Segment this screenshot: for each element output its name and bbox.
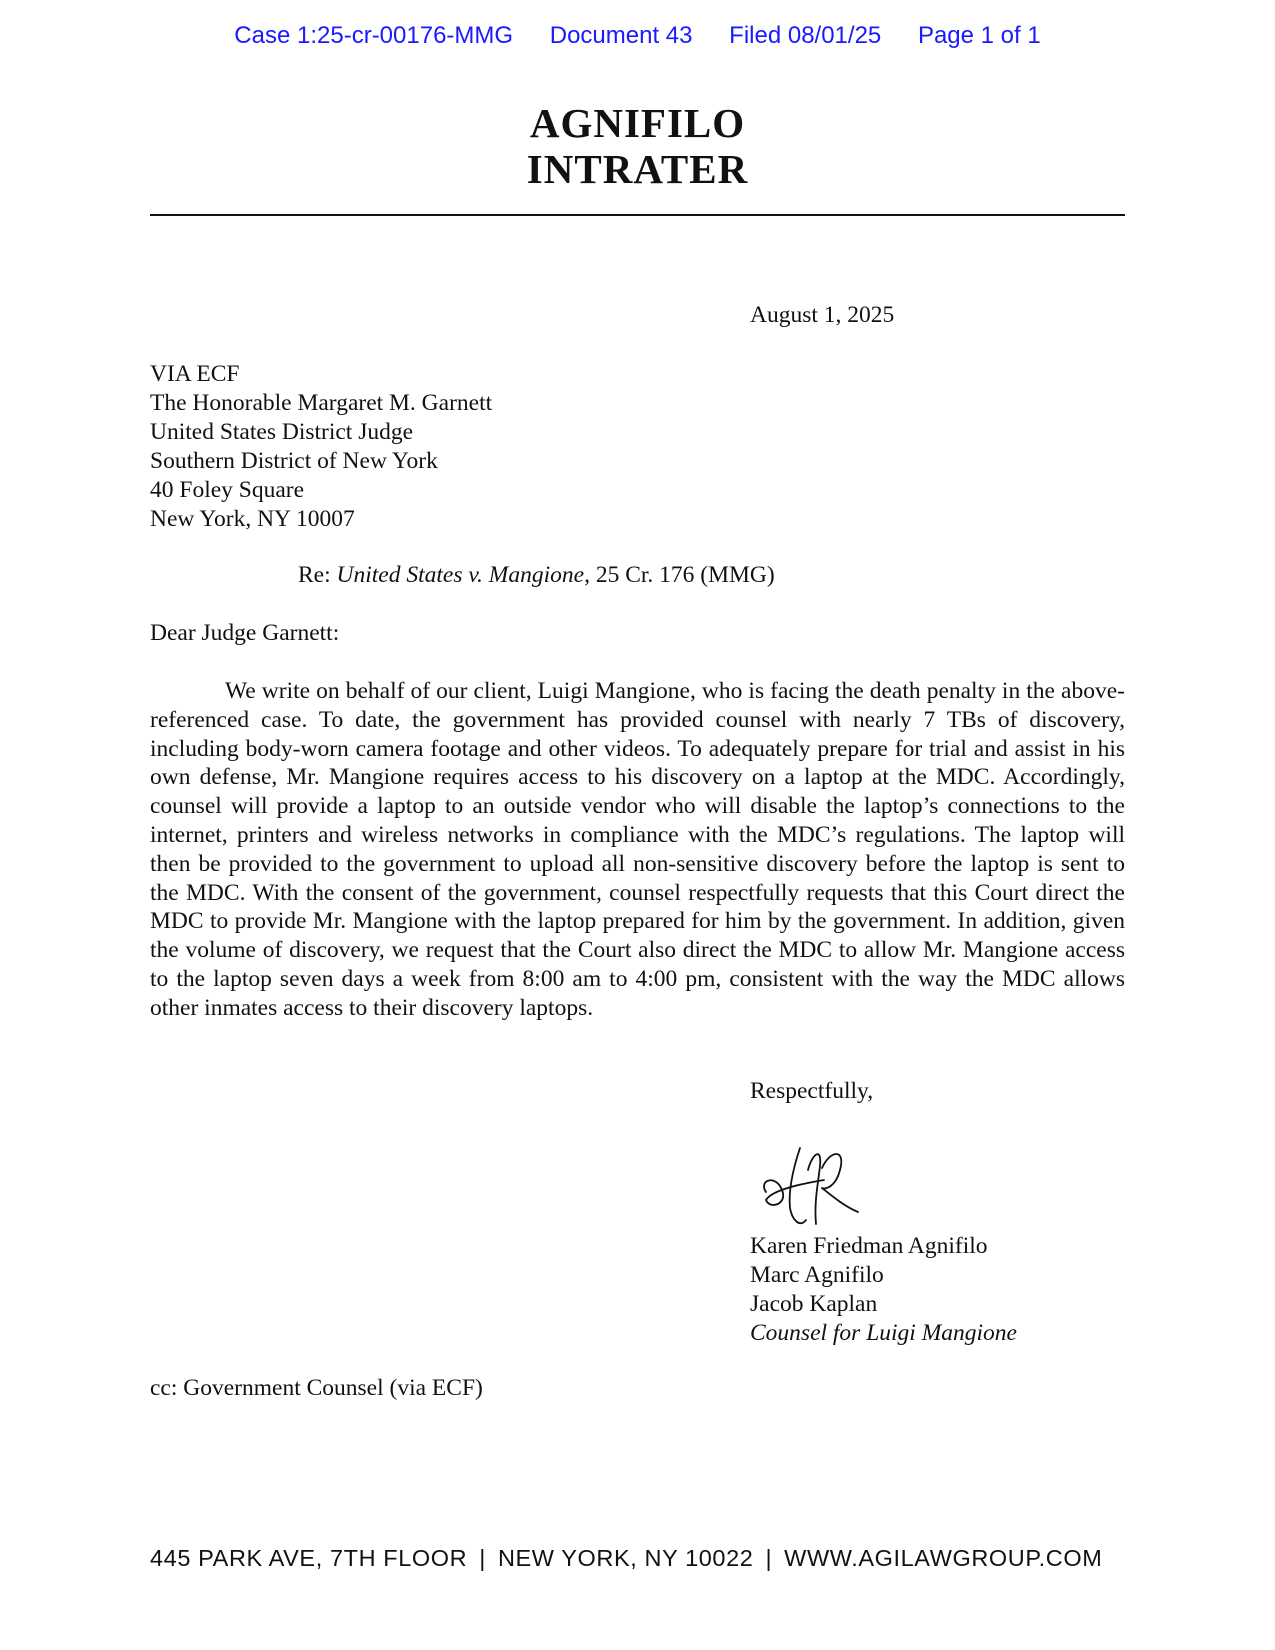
letterhead-rule xyxy=(150,214,1125,216)
footer-website: WWW.AGILAWGROUP.COM xyxy=(784,1545,1103,1571)
recipient-address-block xyxy=(150,360,492,534)
firm-letterhead xyxy=(0,100,1275,192)
re-case-number: , 25 Cr. 176 (MMG) xyxy=(584,562,775,588)
footer-separator: | xyxy=(479,1545,486,1571)
salutation: Dear Judge Garnett: xyxy=(150,620,340,646)
closing: Respectfully, xyxy=(750,1078,874,1104)
recipient-city: New York, NY 10007 xyxy=(150,506,355,532)
signer-name: Jacob Kaplan xyxy=(750,1291,878,1317)
delivery-method: VIA ECF xyxy=(150,361,240,387)
re-line xyxy=(298,562,775,589)
ecf-filing-stamp xyxy=(0,22,1275,50)
firm-name-line1: AGNIFILO xyxy=(529,100,746,146)
letter-body-paragraph: We write on behalf of our client, Luigi Mangione, who is facing the death penalty in the above-referenced case. To date, the government has provided counsel with nearly 7 TBs of discovery, including body-worn camera footage and other videos. To adequately prepare for trial and assist in his own defense, Mr. Mangione requires access to his discovery on a laptop at the MDC. Accordingly, counsel will provide a laptop to an outside vendor who will disable the laptop’s connections to the internet, printers and wireless networks in compliance with the MDC’s regulations. The laptop will then be provided to the government to upload all non-sensitive discovery before the laptop is sent to the MDC. With the consent of the government, counsel respectfully requests that this Court direct the MDC to provide Mr. Mangione with the laptop prepared for him by the government. In addition, given the volume of discovery, we request that the Court also direct the MDC to allow Mr. Mangione access to the laptop seven days a week from 8:00 am to 4:00 pm, consistent with the way the MDC allows other inmates access to their discovery laptops. xyxy=(150,678,1125,1021)
case-number: Case 1:25-cr-00176-MMG xyxy=(234,22,514,49)
footer-city: NEW YORK, NY 10022 xyxy=(497,1545,754,1571)
signer-role: Counsel for Luigi Mangione xyxy=(750,1320,1017,1346)
cc-line: cc: Government Counsel (via ECF) xyxy=(150,1375,483,1401)
recipient-court: Southern District of New York xyxy=(150,448,438,474)
document-number: Document 43 xyxy=(549,22,693,49)
signer-name: Marc Agnifilo xyxy=(750,1262,884,1288)
footer-address: 445 PARK AVE, 7TH FLOOR xyxy=(150,1545,468,1571)
handwritten-signature xyxy=(760,1140,870,1237)
signer-name: Karen Friedman Agnifilo xyxy=(750,1233,988,1259)
filed-date: Filed 08/01/25 xyxy=(729,22,882,49)
recipient-title: United States District Judge xyxy=(150,419,414,445)
re-prefix: Re: xyxy=(298,562,337,588)
recipient-name: The Honorable Margaret M. Garnett xyxy=(150,390,493,416)
signature-icon xyxy=(760,1140,870,1232)
firm-name-line2: INTRATER xyxy=(526,146,749,192)
footer-separator: | xyxy=(765,1545,773,1571)
re-case-name: United States v. Mangione xyxy=(336,562,585,588)
firm-footer xyxy=(150,1545,1125,1572)
signature-block xyxy=(750,1232,1017,1348)
page-indicator: Page 1 of 1 xyxy=(917,22,1041,49)
letter-date: August 1, 2025 xyxy=(750,302,895,328)
recipient-street: 40 Foley Square xyxy=(150,477,305,503)
